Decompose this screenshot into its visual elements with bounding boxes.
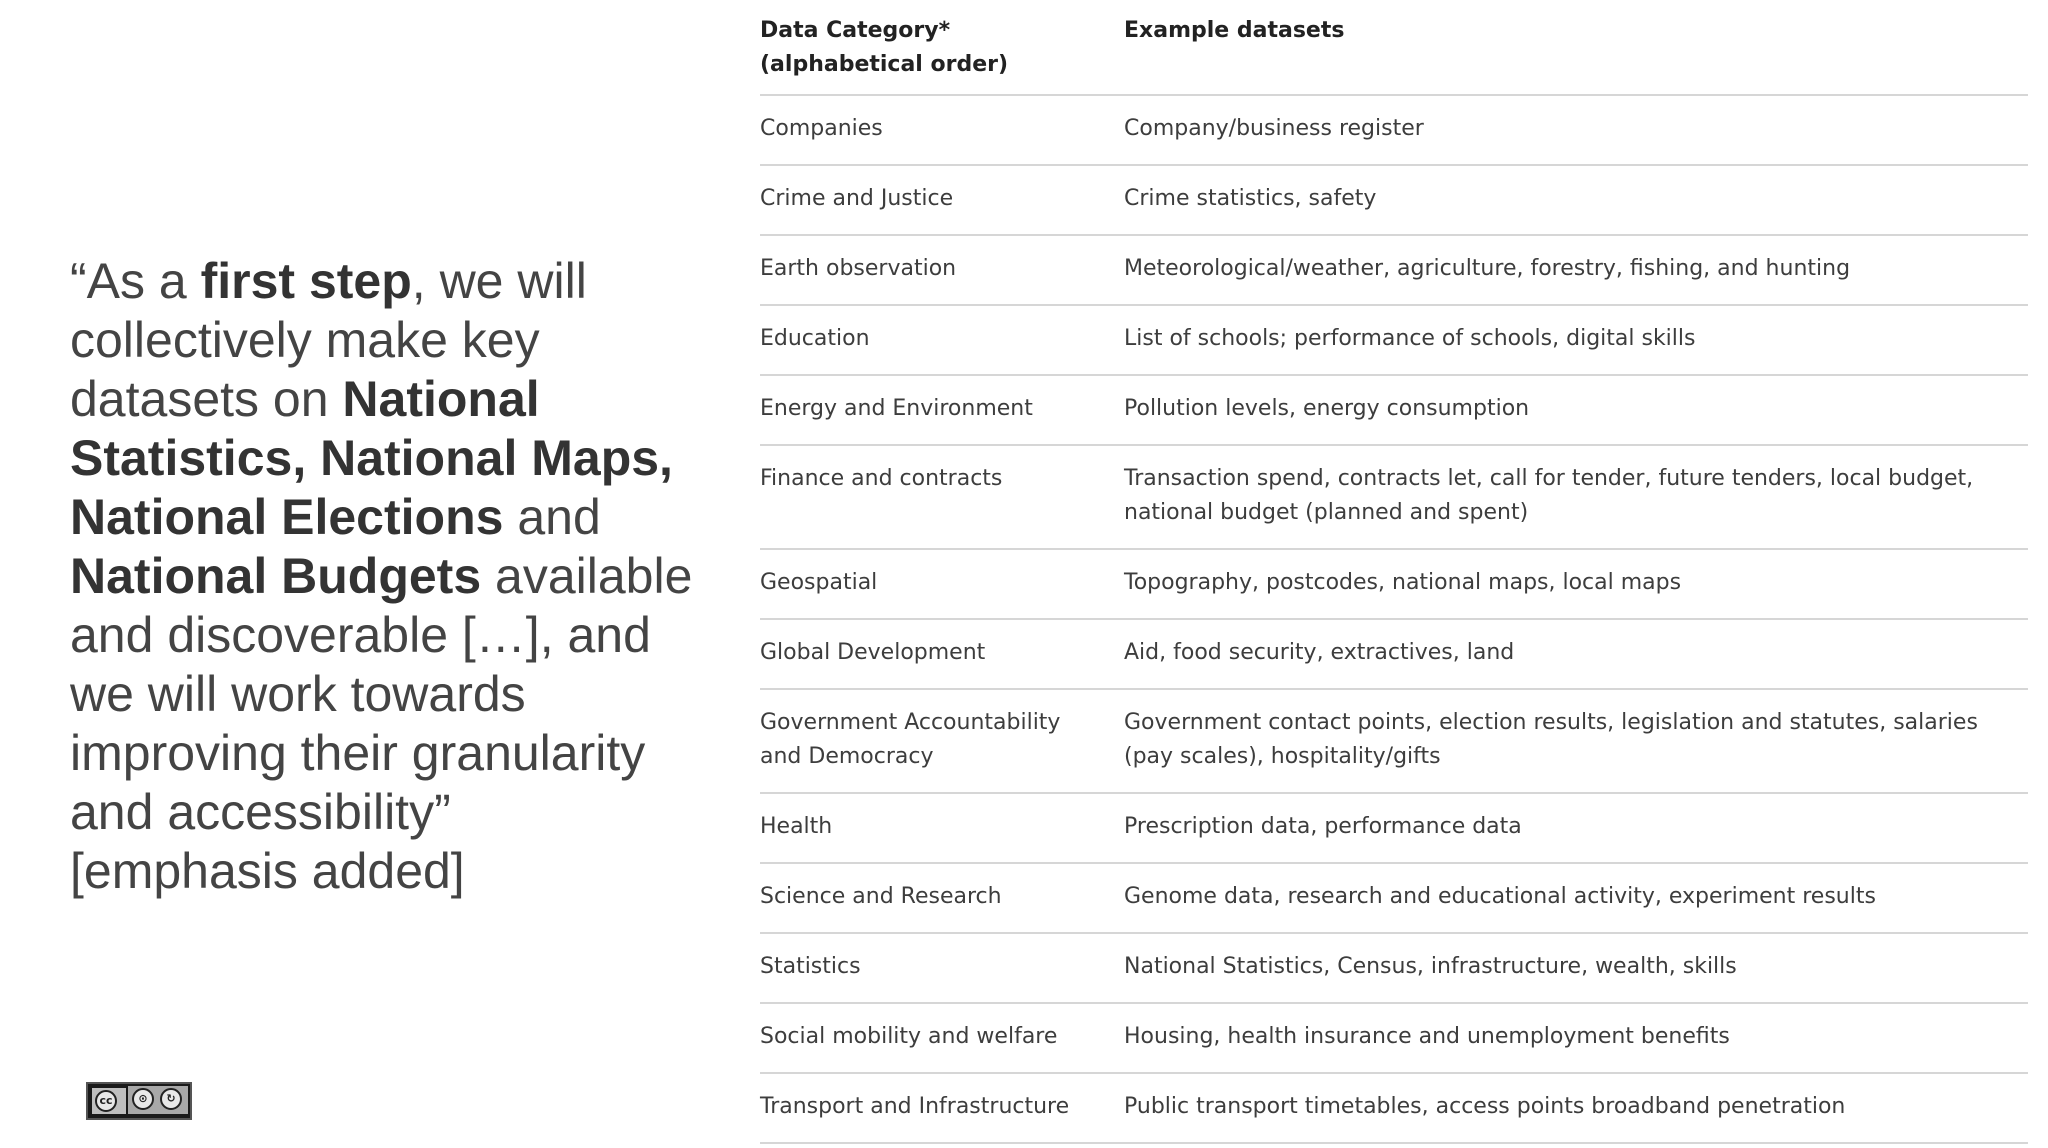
- table-row: [760, 165, 2028, 235]
- datasets-table: [760, 10, 2028, 1144]
- category-cell: Statistics: [760, 933, 1124, 1003]
- quote-segment: and: [503, 489, 601, 545]
- examples-cell: Crime statistics, safety: [1124, 165, 2028, 235]
- quote-emphasis: National Budgets: [70, 548, 482, 604]
- table-row: [760, 1073, 2028, 1143]
- category-cell: Transport and Infrastructure: [760, 1073, 1124, 1143]
- table-row: [760, 933, 2028, 1003]
- examples-cell: Aid, food security, extractives, land: [1124, 619, 2028, 689]
- table-body: [760, 95, 2028, 1143]
- table-row: [760, 793, 2028, 863]
- examples-cell: Company/business register: [1124, 95, 2028, 165]
- category-cell: Social mobility and welfare: [760, 1003, 1124, 1073]
- category-cell: Science and Research: [760, 863, 1124, 933]
- table-row: [760, 1003, 2028, 1073]
- column-header-examples: Example datasets: [1124, 10, 2028, 95]
- table-row: [760, 689, 2028, 793]
- examples-cell: Pollution levels, energy consumption: [1124, 375, 2028, 445]
- quote-segment: , we will collectively make key datasets on: [70, 253, 587, 427]
- category-cell: Geospatial: [760, 549, 1124, 619]
- sa-icon: ↻: [160, 1088, 182, 1110]
- quote-open-mark: “: [70, 253, 87, 309]
- cc-by-sa-icon: [86, 1082, 192, 1120]
- examples-cell: Prescription data, performance data: [1124, 793, 2028, 863]
- category-cell: Education: [760, 305, 1124, 375]
- category-cell: Companies: [760, 95, 1124, 165]
- quote-segment: available and discoverable […], and we will work towards improving their granularity and accessibility”: [70, 548, 693, 840]
- cc-icon: cc: [95, 1090, 117, 1112]
- examples-cell: Government contact points, election results, legislation and statutes, salaries (pay scales), hospitality/gifts: [1124, 689, 2028, 793]
- by-icon: ⊙: [132, 1088, 154, 1110]
- examples-cell: National Statistics, Census, infrastructure, wealth, skills: [1124, 933, 2028, 1003]
- quote-emphasis: first step: [200, 253, 412, 309]
- table-row: [760, 863, 2028, 933]
- quote-segment: As a: [86, 253, 201, 309]
- category-cell: Energy and Environment: [760, 375, 1124, 445]
- quote-emphasis: National Statistics, National Maps, National Elections: [70, 371, 673, 545]
- table-row: [760, 235, 2028, 305]
- category-cell: Crime and Justice: [760, 165, 1124, 235]
- table-header-row: [760, 10, 2028, 95]
- column-header-category: Data Category* (alphabetical order): [760, 10, 1124, 95]
- examples-cell: List of schools; performance of schools, digital skills: [1124, 305, 2028, 375]
- category-cell: Finance and contracts: [760, 445, 1124, 549]
- category-cell: Government Accountability and Democracy: [760, 689, 1124, 793]
- examples-cell: Housing, health insurance and unemployment benefits: [1124, 1003, 2028, 1073]
- quote-note: [emphasis added]: [70, 843, 465, 899]
- table-row: [760, 619, 2028, 689]
- table-row: [760, 95, 2028, 165]
- category-cell: Earth observation: [760, 235, 1124, 305]
- examples-cell: Genome data, research and educational activity, experiment results: [1124, 863, 2028, 933]
- examples-cell: Meteorological/weather, agriculture, forestry, fishing, and hunting: [1124, 235, 2028, 305]
- datasets-table-container: [760, 10, 2028, 1144]
- table-row: [760, 375, 2028, 445]
- examples-cell: Public transport timetables, access points broadband penetration: [1124, 1073, 2028, 1143]
- category-cell: Global Development: [760, 619, 1124, 689]
- quote-text: [70, 252, 710, 901]
- table-row: [760, 549, 2028, 619]
- category-cell: Health: [760, 793, 1124, 863]
- examples-cell: Transaction spend, contracts let, call for tender, future tenders, local budget, national budget (planned and spent): [1124, 445, 2028, 549]
- table-row: [760, 445, 2028, 549]
- table-row: [760, 305, 2028, 375]
- examples-cell: Topography, postcodes, national maps, local maps: [1124, 549, 2028, 619]
